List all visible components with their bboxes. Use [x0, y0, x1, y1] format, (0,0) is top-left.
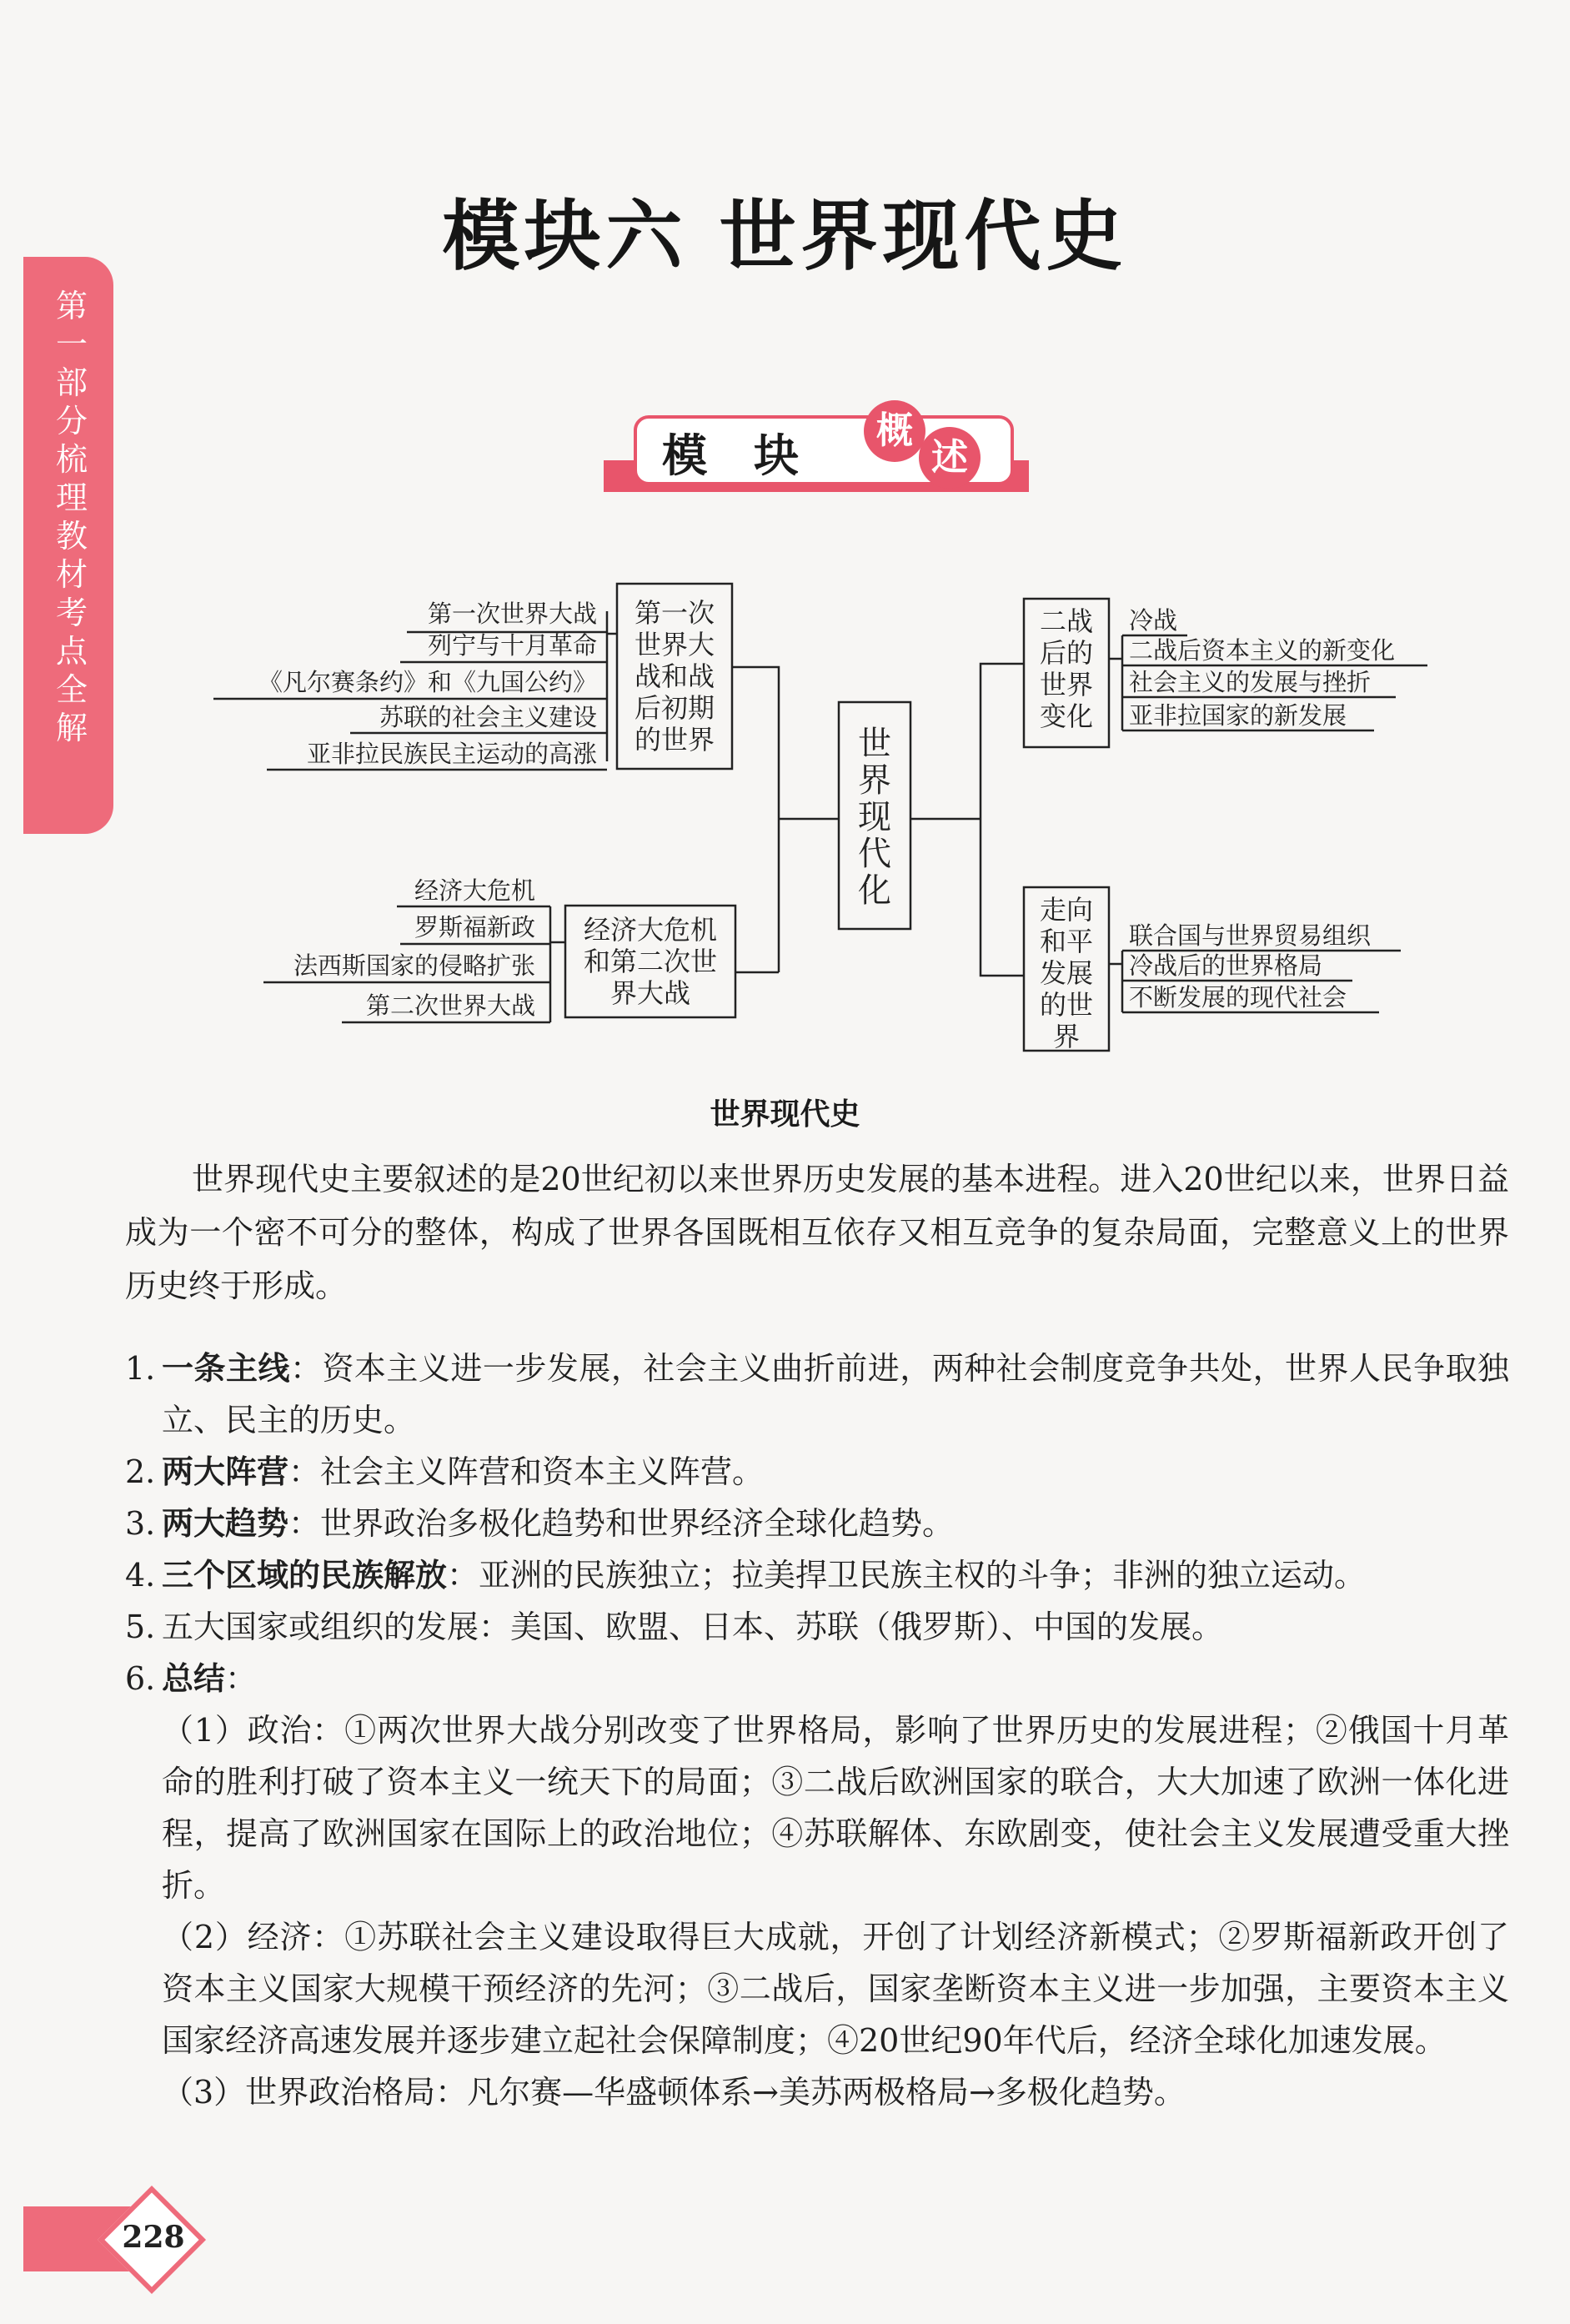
box1-item: 苏联的社会主义建设	[379, 703, 597, 731]
box2-item: 第二次世界大战	[365, 991, 535, 1020]
list-item	[125, 1343, 1509, 1446]
page-title: 模块六 世界现代史	[442, 192, 1128, 281]
item-text: ：世界政治多极化趋势和世界经济全球化趋势。	[288, 1505, 955, 1542]
box4-line: 的世	[1039, 989, 1094, 1021]
box1-line: 的世界	[634, 724, 715, 755]
box1-item: 第一次世界大战	[427, 600, 597, 628]
box3-item: 社会主义的发展与挫折	[1129, 668, 1372, 696]
intro-paragraph: 世界现代史主要叙述的是20世纪初以来世界历史发展的基本进程。进入20世纪以来，世界日益成为一个密不可分的整体，构成了世界各国既相互依存又相互竞争的复杂局面，完整意义上的世界历史终于形成。	[125, 1161, 1509, 1304]
box3-line: 变化	[1039, 700, 1094, 732]
box4-item: 不断发展的现代社会	[1129, 983, 1347, 1011]
box2-item: 罗斯福新政	[414, 913, 535, 941]
box3-line: 世界	[1039, 669, 1094, 700]
box1-item: 列宁与十月革命	[427, 631, 597, 660]
item-number: 5.	[125, 1609, 156, 1645]
list-item	[125, 1653, 1509, 1704]
item-text: ：	[225, 1660, 258, 1697]
side-tab-part: 第一部分	[55, 288, 88, 439]
summary-economy: （2）经济：①苏联社会主义建设取得巨大成就，开创了计划经济新模式；②罗斯福新政开创了资本主义国家大规模干预经济的先河；③二战后，国家垄断资本主义进一步加强，主要资本主义国家经济高速发展并逐步建立起社会保障制度；④20世纪90年代后，经济全球化加速发展。	[162, 1919, 1509, 2059]
box1-line: 后初期	[634, 692, 715, 724]
box3-item: 亚非拉国家的新发展	[1129, 701, 1347, 730]
banner-circle-1: 概	[864, 400, 925, 462]
item-text: ：社会主义阵营和资本主义阵营。	[288, 1453, 765, 1490]
side-tab-topic: 梳理教材	[55, 441, 88, 593]
box1-item: 《凡尔赛条约》和《九国公约》	[258, 668, 597, 696]
box2-line: 和第二次世	[583, 946, 718, 977]
item-label: 三个区域的民族解放	[162, 1557, 448, 1594]
box1-line: 第一次	[634, 597, 715, 629]
center-char: 现	[858, 798, 891, 836]
item-label: 两大趋势	[162, 1505, 289, 1542]
box3-item: 二战后资本主义的新变化	[1129, 636, 1396, 665]
item-number: 6.	[125, 1660, 156, 1697]
key-points-list	[125, 1343, 1509, 2118]
center-char: 界	[858, 761, 891, 800]
box2-line: 经济大危机	[583, 914, 718, 946]
box4-item: 联合国与世界贸易组织	[1129, 921, 1372, 950]
box1-line: 战和战	[634, 660, 715, 692]
center-char: 世	[858, 725, 891, 763]
box3-line: 二战	[1039, 605, 1094, 637]
box4-line: 和平	[1039, 926, 1094, 957]
list-item	[125, 1498, 1509, 1549]
item-number: 3.	[125, 1505, 156, 1542]
box4-line: 走向	[1039, 894, 1094, 926]
item-number: 1.	[125, 1350, 156, 1387]
list-item	[125, 1446, 1509, 1498]
item-text: ：亚洲的民族独立；拉美捍卫民族主权的斗争；非洲的独立运动。	[447, 1557, 1367, 1594]
box2-item: 法西斯国家的侵略扩张	[293, 951, 535, 980]
page-number: 228	[122, 2220, 185, 2255]
box4-line: 发展	[1039, 957, 1094, 989]
box2-item: 经济大危机	[414, 876, 535, 905]
section-title: 世界现代史	[710, 1097, 860, 1132]
page-number-tab	[23, 2195, 198, 2286]
box2-line: 界大战	[609, 977, 691, 1009]
item-label: 一条主线	[162, 1350, 290, 1387]
item-text: ：资本主义进一步发展，社会主义曲折前进，两种社会制度竞争共处，世界人民争取独立、民主的历史。	[162, 1350, 1509, 1438]
item-number: 2.	[125, 1453, 156, 1490]
banner-label: 模块	[662, 429, 845, 482]
item-label: 总结	[162, 1660, 226, 1697]
concept-diagram	[0, 0, 1570, 1084]
summary-politics: （1）政治：①两次世界大战分别改变了世界格局，影响了世界历史的发展进程；②俄国十月革命的胜利打破了资本主义一统天下的局面；③二战后欧洲国家的联合，大大加速了欧洲一体化进程，提高了欧洲国家在国际上的政治地位；④苏联解体、东欧剧变，使社会主义发展遭受重大挫折。	[162, 1712, 1509, 1904]
item-label: 两大阵营	[162, 1453, 289, 1490]
box4-item: 冷战后的世界格局	[1129, 951, 1323, 980]
center-char: 代	[858, 835, 891, 873]
center-char: 化	[858, 871, 891, 910]
item-number: 4.	[125, 1557, 156, 1594]
item-text: 五大国家或组织的发展：美国、欧盟、日本、苏联（俄罗斯）、中国的发展。	[162, 1609, 1224, 1645]
list-item	[125, 1601, 1509, 1653]
box3-item: 冷战	[1129, 606, 1178, 635]
list-item	[125, 1549, 1509, 1601]
side-tab-section: 考点全解	[55, 595, 88, 746]
box1-item: 亚非拉民族民主运动的高涨	[306, 740, 597, 768]
banner-circle-2: 述	[919, 427, 981, 489]
box3-line: 后的	[1039, 637, 1094, 669]
box4-line: 界	[1052, 1021, 1081, 1052]
summary-world-pattern: （3）世界政治格局：凡尔赛—华盛顿体系→美苏两极格局→多极化趋势。	[162, 2074, 1186, 2111]
box1-line: 世界大	[634, 629, 715, 660]
